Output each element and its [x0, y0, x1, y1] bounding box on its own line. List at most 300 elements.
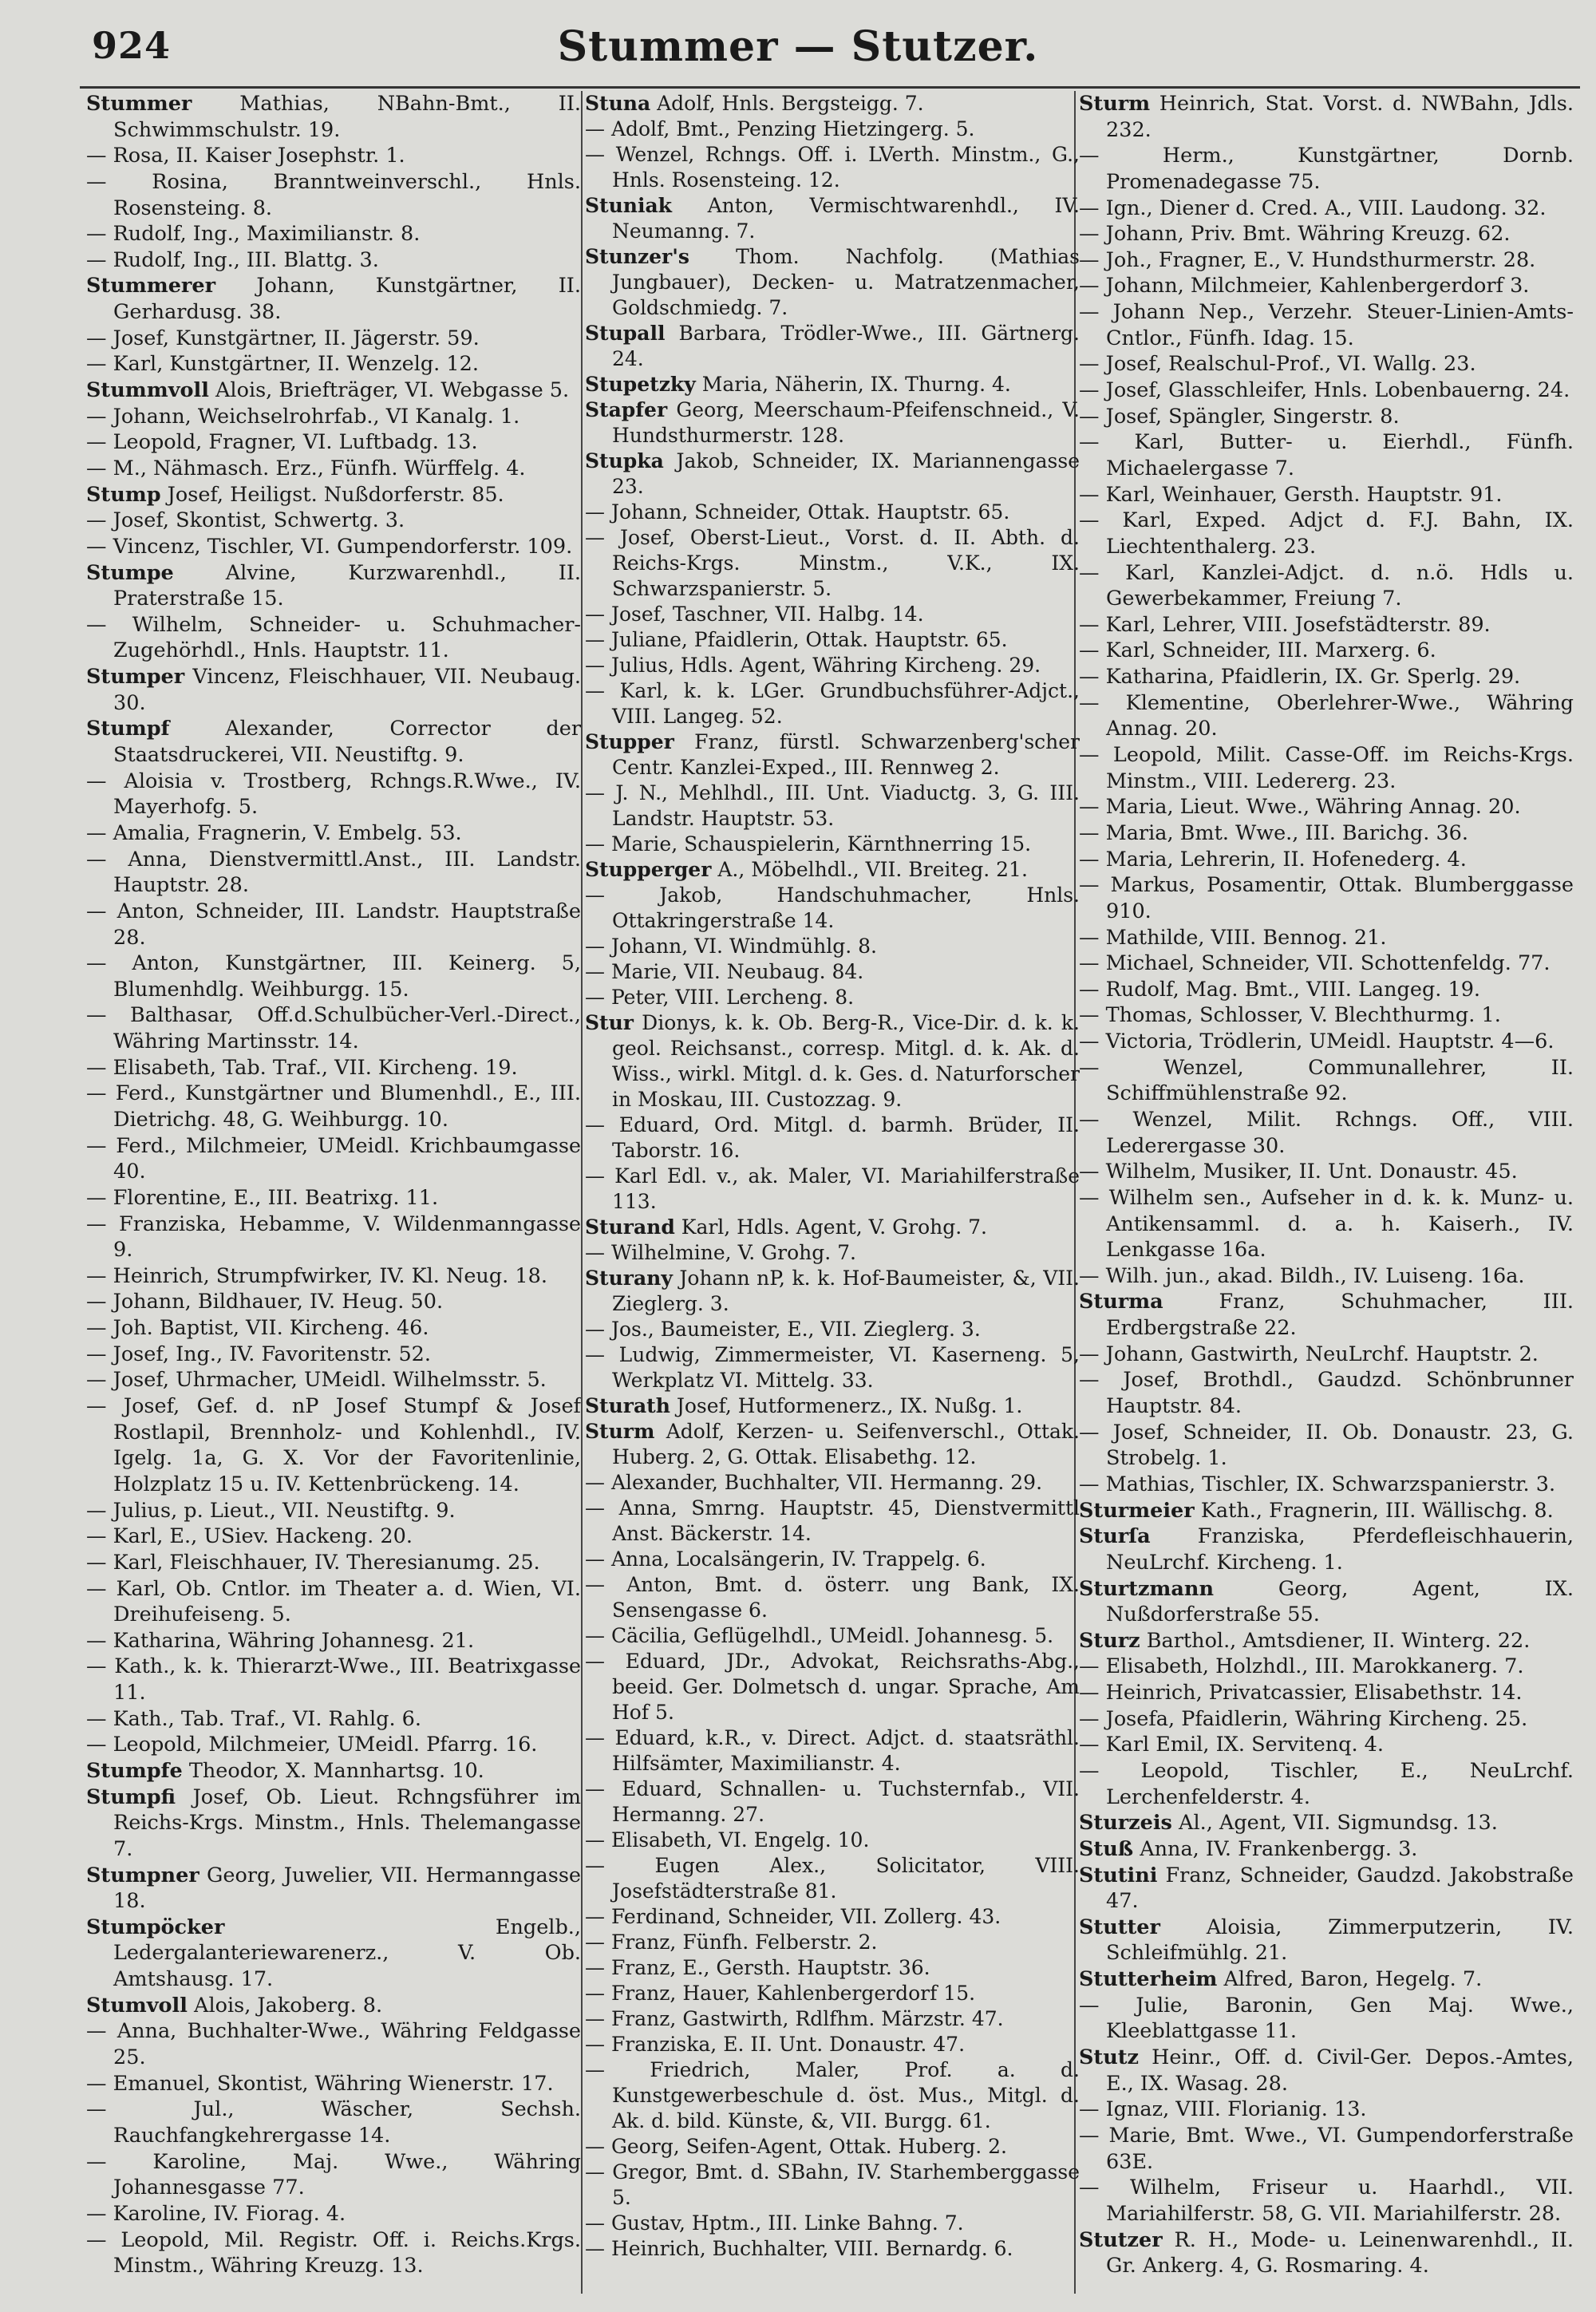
entry-text: Dionys, k. k. Ob. Berg-R., Vice-Dir. d. k. k. geol. Reichsanst., corresp. Mitgl. d. k. Ak. d. Wiss., wirkl. Mitgl. d. k. Ges. d. Naturforscher in Moskau, III. Custozzag. 9. [612, 1011, 1080, 1111]
directory-entry [1079, 690, 1574, 742]
entry-text: Maria, Näherin, IX. Thurng. 4. [701, 373, 1011, 396]
directory-entry [86, 1550, 581, 1576]
entry-text: — Karl Emil, IX. Servitenq. 4. [1079, 1733, 1385, 1757]
entry-surname: Stupall [585, 322, 666, 345]
entry-text: — Johann, Gastwirth, NeuLrchf. Hauptstr. 2. [1079, 1342, 1539, 1366]
directory-entry [585, 1419, 1080, 1470]
directory-entry [1079, 1263, 1574, 1290]
directory-entry [86, 1654, 581, 1705]
entry-text: — Jul., Wäscher, Sechsh. Rauchfangkehrergasse 14. [86, 2097, 581, 2148]
entry-surname: Stutterheim [1079, 1967, 1218, 1992]
entry-text: — Joh., Fragner, E., V. Hundsthurmerstr. 28. [1079, 247, 1536, 272]
entry-text: Al., Agent, VII. Sigmundsg. 13. [1179, 1811, 1498, 1836]
directory-entry [1079, 977, 1574, 1003]
entry-text: Johann, Kunstgärtner, II. Gerhardusg. 38. [113, 274, 581, 325]
directory-entry [86, 1732, 581, 1758]
entry-text: — Ign., Diener d. Cred. A., VIII. Laudong. 32. [1079, 196, 1547, 220]
directory-entry [1079, 872, 1574, 924]
entry-text: — Ferdinand, Schneider, VII. Zollerg. 43. [585, 1905, 1001, 1928]
entry-text: A., Möbelhdl., VII. Breiteg. 21. [717, 858, 1028, 881]
entry-text: — Maria, Bmt. Wwe., III. Barichg. 36. [1079, 820, 1469, 845]
entry-surname: Sturath [585, 1394, 670, 1417]
entry-text: Josef, Ob. Lieut. Rchngsführer im Reichs-Krgs. Minstm., Hnls. Thelemangasse 7. [113, 1784, 581, 1861]
directory-entry [1079, 1628, 1574, 1654]
directory-entry [1079, 1367, 1574, 1419]
entry-text: — Leopold, Tischler, E., NeuLrchf. Lerchenfelderstr. 4. [1079, 1759, 1574, 1809]
entry-surname: Stumpfe [86, 1759, 183, 1783]
entry-surname: Sturmeier [1079, 1498, 1195, 1523]
directory-entry [1079, 1420, 1574, 1472]
directory-entry [86, 1211, 581, 1263]
entry-text: — Klementine, Oberlehrer-Wwe., Währing Annag. 20. [1079, 690, 1574, 741]
entry-text: — Johann, Bildhauer, IV. Heug. 50. [86, 1290, 444, 1314]
directory-entry [585, 985, 1080, 1010]
entry-text: Thom. Nachfolg. (Mathias Jungbauer), Decken- u. Matratzenmacher, Goldschmiedg. 7. [612, 245, 1080, 319]
entry-text: Karl, Hdls. Agent, V. Grohg. 7. [681, 1215, 988, 1239]
directory-entry [86, 1367, 581, 1393]
directory-entry [1079, 1863, 1574, 1915]
entry-text: Franz, fürstl. Schwarzenberg'scher Centr. Kanzlei-Exped., III. Rennweg 2. [612, 730, 1080, 779]
directory-entry [86, 1315, 581, 1342]
entry-text: — Rudolf, Ing., Maximilianstr. 8. [86, 222, 421, 247]
directory-entry [86, 534, 581, 560]
entry-text: Alexander, Corrector der Staatsdruckerei, VII. Neustiftg. 9. [113, 717, 581, 768]
entry-text: — Adolf, Bmt., Penzing Hietzingerg. 5. [585, 117, 975, 140]
directory-entry [585, 1776, 1080, 1828]
column-1 [86, 91, 581, 2302]
entry-text: — Alexander, Buchhalter, VII. Hermanng. 29. [585, 1471, 1043, 1494]
directory-entry [1079, 820, 1574, 847]
directory-entry [86, 1081, 581, 1132]
entry-surname: Sturm [585, 1420, 655, 1443]
directory-entry [1079, 1810, 1574, 1836]
directory-entry [86, 1524, 581, 1550]
directory-entry [86, 1002, 581, 1054]
column-divider [581, 91, 583, 2294]
entry-text: — Wenzel, Communallehrer, II. Schiffmühlenstraße 92. [1079, 1055, 1574, 1106]
directory-entry [1079, 847, 1574, 873]
entry-text: Josef, Hutformenerz., IX. Nußg. 1. [676, 1394, 1023, 1417]
directory-entry [1079, 2123, 1574, 2175]
entry-text: — Wilhelm sen., Aufseher in d. k. k. Munz- u. Antikensamml. d. a. h. Kaiserh., IV. Lenkgasse 16a. [1079, 1185, 1574, 1263]
directory-entry [1079, 664, 1574, 690]
entry-text: — Markus, Posamentir, Ottak. Blumberggasse 910. [1079, 873, 1574, 923]
entry-surname: Stumpfi [86, 1784, 176, 1809]
entry-surname: Stumpner [86, 1863, 200, 1887]
directory-entry [585, 2032, 1080, 2057]
directory-entry [585, 1010, 1080, 1113]
directory-entry [585, 2211, 1080, 2236]
entry-surname: Sturzeis [1079, 1811, 1172, 1836]
directory-entry [1079, 299, 1574, 351]
directory-entry [1079, 196, 1574, 222]
entry-text: — Josef, Gef. d. nP Josef Stumpf & Josef Rostlapil, Brennholz- und Kohlenhdl., IV. Igelg. 1a, G. X. Vor der Favoritenlinie, Holzplatz 15 u. IV. Kettenbrückeng. 14. [86, 1394, 581, 1496]
page-number: 924 [92, 24, 172, 67]
directory-entry [585, 1317, 1080, 1342]
directory-entry [1079, 2097, 1574, 2123]
entry-text: — Josef, Uhrmacher, UMeidl. Wilhelmsstr. 5. [86, 1368, 547, 1393]
entry-text: — Wilhelm, Schneider- u. Schuhmacher-Zugehörhdl., Hnls. Hauptstr. 11. [86, 612, 581, 663]
entry-text: — Peter, VIII. Lercheng. 8. [585, 986, 855, 1009]
directory-entry [86, 612, 581, 664]
entry-surname: Stutzer [1079, 2227, 1163, 2252]
directory-entry [86, 2201, 581, 2227]
page-header [0, 0, 1596, 96]
directory-entry [1079, 1342, 1574, 1368]
entry-text: — Mathias, Tischler, IX. Schwarzspanierstr. 3. [1079, 1472, 1556, 1496]
directory-entry [1079, 273, 1574, 299]
entry-text: — Josef, Skontist, Schwertg. 3. [86, 508, 405, 533]
directory-entry [585, 1725, 1080, 1776]
directory-entry [585, 1955, 1080, 1981]
entry-text: — Rosa, II. Kaiser Josephstr. 1. [86, 144, 405, 168]
entry-text: — Anton, Kunstgärtner, III. Keinerg. 5, Blumenhdlg. Weihburgg. 15. [86, 951, 581, 1002]
entry-text: Franz, Schneider, Gaudzd. Jakobstraße 47. [1106, 1863, 1574, 1914]
directory-entry [1079, 1758, 1574, 1810]
entry-surname: Stuniak [585, 194, 672, 217]
directory-entry [86, 2227, 581, 2279]
directory-entry [1079, 247, 1574, 274]
entry-text: — Joh. Baptist, VII. Kircheng. 46. [86, 1316, 429, 1341]
directory-entry [86, 1133, 581, 1185]
entry-text: — Karl, Kunstgärtner, II. Wenzelg. 12. [86, 352, 479, 377]
entry-text: Alois, Jakoberg. 8. [194, 1993, 383, 2018]
entry-text: — Karoline, IV. Fiorag. 4. [86, 2201, 346, 2226]
entry-text: Josef, Heiligst. Nußdorferstr. 85. [167, 482, 504, 507]
entry-text: — Josef, Kunstgärtner, II. Jägerstr. 59. [86, 326, 480, 350]
entry-text: Barthol., Amtsdiener, II. Winterg. 22. [1146, 1628, 1531, 1653]
entry-text: — Franziska, E. II. Unt. Donaustr. 47. [585, 2033, 966, 2056]
entry-text: — Johann, Priv. Bmt. Währing Kreuzg. 62. [1079, 222, 1511, 247]
entry-text: — Franziska, Hebamme, V. Wildenmanngasse 9. [86, 1211, 581, 1263]
directory-entry [1079, 1993, 1574, 2045]
directory-entry [1079, 1498, 1574, 1524]
entry-text: — Elisabeth, Tab. Traf., VII. Kircheng. 19. [86, 1055, 518, 1080]
directory-entry [1079, 950, 1574, 977]
entry-text: — Heinrich, Privatcassier, Elisabethstr. 14. [1079, 1681, 1523, 1705]
entry-text: — Josef, Realschul-Prof., VI. Wallg. 23. [1079, 352, 1476, 377]
directory-entry [1079, 1159, 1574, 1185]
entry-text: — Franz, Hauer, Kahlenbergerdorf 15. [585, 1982, 976, 2005]
entry-text: — Karl, Lehrer, VIII. Josefstädterstr. 89. [1079, 612, 1491, 637]
directory-entry [86, 351, 581, 377]
directory-entry [86, 664, 581, 716]
directory-entry [585, 91, 1080, 117]
entry-text: — Thomas, Schlosser, V. Blechthurmg. 1. [1079, 1003, 1501, 1028]
entry-text: — Wilhelmine, V. Grohg. 7. [585, 1241, 856, 1264]
entry-text: — Gustav, Hptm., III. Linke Bahng. 7. [585, 2211, 964, 2235]
directory-entry [86, 1576, 581, 1628]
entry-text: Vincenz, Fleischhauer, VII. Neubaug. 30. [113, 665, 581, 715]
directory-entry [86, 820, 581, 847]
directory-entry [585, 1828, 1080, 1853]
entry-text: Adolf, Hnls. Bergsteigg. 7. [657, 92, 924, 115]
directory-entry [585, 1215, 1080, 1240]
entry-text: Adolf, Kerzen- u. Seifenverschl., Ottak. Huberg. 2, G. Ottak. Elisabethg. 12. [612, 1420, 1080, 1468]
entry-text: Aloisia, Zimmerputzerin, IV. Schleifmühlg. 21. [1106, 1915, 1574, 1966]
entry-text: — Rudolf, Mag. Bmt., VIII. Langeg. 19. [1079, 977, 1481, 1002]
directory-entry [585, 193, 1080, 244]
directory-entry [86, 899, 581, 950]
directory-entry [1079, 1706, 1574, 1733]
entry-text: Johann nP, k. k. Hof-Baumeister, &, VII. Zieglerg. 3. [612, 1267, 1080, 1315]
entry-text: Heinr., Off. d. Civil-Ger. Depos.-Amtes, E., IX. Wasag. 28. [1106, 2045, 1574, 2096]
directory-entry [585, 857, 1080, 883]
entry-text: — Friedrich, Maler, Prof. a. d. Kunstgewerbeschule d. öst. Mus., Mitgl. d. Ak. d. bild. Künste, &, VII. Burgg. 61. [585, 2058, 1080, 2132]
directory-entry [585, 117, 1080, 142]
entry-surname: Sturſa [1079, 1524, 1151, 1549]
entry-surname: Stutz [1079, 2045, 1139, 2070]
entry-text: — Heinrich, Strumpfwirker, IV. Kl. Neug. 18. [86, 1263, 547, 1288]
entry-text: Georg, Juwelier, VII. Hermanngasse 18. [113, 1863, 581, 1914]
directory-entry [1079, 1576, 1574, 1628]
entry-text: — Mathilde, VIII. Bennog. 21. [1079, 925, 1387, 950]
entry-text: — Amalia, Fragnerin, V. Embelg. 53. [86, 820, 462, 845]
entry-text: Mathias, NBahn-Bmt., II. Schwimmschulstr. 19. [113, 92, 581, 142]
entry-surname: Sturz [1079, 1628, 1140, 1653]
entry-surname: Sturany [585, 1267, 673, 1290]
directory-entry [585, 781, 1080, 832]
running-title: Stummer — Stutzer. [557, 22, 1039, 71]
directory-entry [585, 1572, 1080, 1623]
directory-entry [86, 429, 581, 456]
directory-entry [585, 1342, 1080, 1393]
directory-entry [86, 1863, 581, 1915]
entry-text: — Karl, k. k. LGer. Grundbuchsführer-Adjct., VIII. Langeg. 52. [585, 679, 1080, 728]
header-rule [80, 86, 1580, 89]
directory-entry [1079, 742, 1574, 794]
entry-text: — Katharina, Währing Johannesg. 21. [86, 1628, 475, 1653]
entry-surname: Stumvoll [86, 1993, 188, 2018]
directory-entry [1079, 2227, 1574, 2279]
directory-entry [86, 1498, 581, 1524]
directory-entry [1079, 1002, 1574, 1029]
entry-text: Alvine, Kurzwarenhdl., II. Praterstraße 15. [113, 560, 581, 611]
directory-entry [86, 1706, 581, 1733]
entry-surname: Stutini [1079, 1863, 1158, 1887]
directory-entry [585, 1981, 1080, 2006]
entry-text: Alois, Briefträger, VI. Webgasse 5. [215, 378, 570, 403]
directory-entry [1079, 351, 1574, 377]
directory-entry [585, 627, 1080, 653]
directory-entry [86, 1993, 581, 2019]
entry-text: — Marie, VII. Neubaug. 84. [585, 960, 864, 983]
directory-entry [86, 221, 581, 247]
entry-text: — Katharina, Pfaidlerin, IX. Gr. Sperlg. 29. [1079, 665, 1521, 690]
directory-entry [585, 2006, 1080, 2032]
directory-entry [86, 482, 581, 508]
entry-text: — Anna, Dienstvermittl.Anst., III. Landstr. Hauptstr. 28. [86, 847, 581, 898]
entry-surname: Stapfer [585, 398, 668, 421]
directory-entry [585, 1240, 1080, 1266]
directory-entry [1079, 1966, 1574, 1993]
entry-text: — Elisabeth, Holzhdl., III. Marokkanerg. 7. [1079, 1654, 1524, 1679]
directory-entry [86, 247, 581, 274]
directory-entry [585, 1547, 1080, 1572]
entry-text: — Franz, Fünfh. Felberstr. 2. [585, 1931, 878, 1954]
entry-text: Kath., Fragnerin, III. Wällischg. 8. [1200, 1498, 1554, 1523]
entry-text: — Leopold, Mil. Registr. Off. i. Reichs.Krgs. Minstm., Währing Kreuzg. 13. [86, 2227, 581, 2278]
entry-text: — Eduard, Schnallen- u. Tuchsternfab., VII. Hermanng. 27. [585, 1777, 1080, 1826]
directory-entry [1079, 1524, 1574, 1575]
directory-entry [585, 1904, 1080, 1930]
entry-text: — Johann, VI. Windmühlg. 8. [585, 935, 877, 958]
entry-text: — Julius, Hdls. Agent, Währing Kircheng. 29. [585, 654, 1041, 677]
entry-text: — Anna, Buchhalter-Wwe., Währing Feldgasse 25. [86, 2019, 581, 2070]
entry-text: — Eduard, Ord. Mitgl. d. barmh. Brüder, II. Taborstr. 16. [585, 1113, 1080, 1162]
entry-text: — Elisabeth, VI. Engelg. 10. [585, 1828, 870, 1852]
directory-entry [86, 1342, 581, 1368]
directory-entry [86, 1263, 581, 1290]
directory-entry [86, 404, 581, 430]
entry-text: — Jos., Baumeister, E., VII. Zieglerg. 3. [585, 1318, 981, 1341]
entry-text: Franziska, Pferdefleischhauerin, NeuLrchf. Kircheng. 1. [1106, 1524, 1574, 1575]
entry-text: — Juliane, Pfaidlerin, Ottak. Hauptstr. 65. [585, 628, 1008, 651]
entry-surname: Stupka [585, 449, 664, 472]
entry-text: — Josef, Spängler, Singerstr. 8. [1079, 404, 1400, 429]
entry-text: — Cäcilia, Geflügelhdl., UMeidl. Johannesg. 5. [585, 1624, 1054, 1647]
directory-entry [585, 1113, 1080, 1164]
directory-entry [86, 377, 581, 404]
entry-text: — Ferd., Kunstgärtner und Blumenhdl., E., III. Dietrichg. 48, G. Weihburgg. 10. [86, 1081, 581, 1132]
entry-surname: Stummerer [86, 274, 216, 298]
entry-text: — Eugen Alex., Solicitator, VIII. Josefstädterstraße 81. [585, 1854, 1080, 1903]
entry-surname: Stutter [1079, 1915, 1160, 1939]
directory-entry [86, 2149, 581, 2201]
directory-entry [1079, 1732, 1574, 1758]
entry-text: — Heinrich, Buchhalter, VIII. Bernardg. 6. [585, 2237, 1013, 2260]
entry-text: — Anton, Schneider, III. Landstr. Hauptstraße 28. [86, 899, 581, 950]
entry-text: — Karl, Ob. Cntlor. im Theater a. d. Wien, VI. Dreihufeiseng. 5. [86, 1576, 581, 1627]
directory-entry [585, 2057, 1080, 2134]
directory-entry [1079, 377, 1574, 404]
directory-entry [86, 1289, 581, 1315]
entry-text: — Jakob, Handschuhmacher, Hnls. Ottakringerstraße 14. [585, 883, 1080, 932]
entry-text: — Eduard, JDr., Advokat, Reichsraths-Abg., beeid. Ger. Dolmetsch d. ungar. Sprache, Am Hof 5. [585, 1650, 1080, 1724]
directory-entry [86, 950, 581, 1002]
entry-text: — Ludwig, Zimmermeister, VI. Kaserneng. 5, Werkplatz VI. Mittelg. 33. [585, 1343, 1080, 1392]
directory-entry [585, 1164, 1080, 1215]
entry-text: — Rosina, Branntweinverschl., Hnls. Rosensteing. 8. [86, 169, 581, 220]
directory-entry [1079, 429, 1574, 481]
entry-text: Heinrich, Stat. Vorst. d. NWBahn, Jdls. 232. [1106, 92, 1574, 142]
entry-text: — Johann, Milchmeier, Kahlenbergerdorf 3. [1079, 274, 1530, 298]
entry-text: — Ferd., Milchmeier, UMeidl. Krichbaumgasse 40. [86, 1133, 581, 1184]
entry-text: Anton, Vermischtwarenhdl., IV. Neumanng. 7. [612, 194, 1080, 243]
directory-entry [585, 142, 1080, 193]
directory-entry [86, 1915, 581, 1993]
directory-entry [86, 1185, 581, 1211]
entry-text: — Karl, E., USiev. Hackeng. 20. [86, 1524, 413, 1549]
directory-entry [1079, 560, 1574, 612]
directory-entry [1079, 508, 1574, 559]
directory-entry [1079, 612, 1574, 638]
directory-entry [86, 560, 581, 612]
directory-entry [585, 602, 1080, 627]
directory-entry [1079, 1836, 1574, 1863]
entry-text: — M., Nähmasch. Erz., Fünfh. Würffelg. 4. [86, 456, 526, 480]
directory-entry [86, 143, 581, 169]
directory-entry [585, 244, 1080, 321]
directory-entry [1079, 143, 1574, 195]
directory-entry [86, 508, 581, 534]
directory-entry [585, 678, 1080, 729]
entry-text: — Vincenz, Tischler, VI. Gumpendorferstr. 109. [86, 534, 573, 559]
entry-text: — Gregor, Bmt. d. SBahn, IV. Starhemberggasse 5. [585, 2160, 1080, 2209]
entry-surname: Stummer [86, 92, 192, 116]
entry-surname: Stuna [585, 92, 651, 115]
directory-entry [86, 2097, 581, 2148]
entry-surname: Stumpe [86, 560, 174, 585]
entry-text: — Wilh. jun., akad. Bildh., IV. Luiseng. 16a. [1079, 1263, 1525, 1288]
entry-text: — Karl, Schneider, III. Marxerg. 6. [1079, 638, 1436, 663]
directory-entry [585, 2236, 1080, 2262]
directory-entry [86, 769, 581, 820]
entry-text: — Leopold, Milchmeier, UMeidl. Pfarrg. 16. [86, 1733, 538, 1757]
entry-text: — Karl, Butter- u. Eierhdl., Fünfh. Michaelergasse 7. [1079, 430, 1574, 480]
directory-entry [1079, 1680, 1574, 1706]
directory-entry [86, 1628, 581, 1654]
directory-entry [1079, 794, 1574, 820]
directory-entry [1079, 1289, 1574, 1341]
entry-text: — Victoria, Trödlerin, UMeidl. Hauptstr. 4—6. [1079, 1030, 1555, 1054]
entry-surname: Sturma [1079, 1290, 1163, 1314]
entry-text: Jakob, Schneider, IX. Mariannengasse 23. [612, 449, 1080, 498]
directory-entry [1079, 1055, 1574, 1107]
entry-text: — Julie, Baronin, Gen Maj. Wwe., Kleeblattgasse 11. [1079, 1993, 1574, 2044]
entry-text: — Florentine, E., III. Beatrixg. 11. [86, 1185, 439, 1210]
entry-surname: Sturm [1079, 92, 1151, 116]
entry-surname: Stumpf [86, 717, 170, 741]
entry-surname: Stupper [585, 730, 674, 753]
entry-surname: Stur [585, 1011, 634, 1034]
entry-surname: Stumper [86, 665, 185, 690]
entry-text: — Johann, Schneider, Ottak. Hauptstr. 65. [585, 500, 1010, 524]
directory-entry [585, 1393, 1080, 1419]
entry-text: — J. N., Mehlhdl., III. Unt. Viaductg. 3, G. III. Landstr. Hauptstr. 53. [585, 781, 1080, 830]
entry-text: — Julius, p. Lieut., VII. Neustiftg. 9. [86, 1498, 456, 1523]
entry-text: — Josef, Glasschleifer, Hnls. Lobenbauerng. 24. [1079, 378, 1570, 403]
directory-entry [86, 456, 581, 482]
entry-text: Georg, Meerschaum-Pfeifenschneid., V. Hundsthurmerstr. 128. [612, 398, 1080, 447]
entry-text: Franz, Schuhmacher, III. Erdbergstraße 22. [1106, 1290, 1574, 1341]
directory-entry [585, 1649, 1080, 1725]
directory-entry [585, 959, 1080, 985]
column-2 [585, 91, 1080, 2302]
directory-entry [1079, 1915, 1574, 1966]
directory-entry [585, 729, 1080, 781]
entry-text: — Johann, Weichselrohrfab., VI Kanalg. 1. [86, 404, 520, 429]
directory-entry [585, 397, 1080, 449]
directory-entry [1079, 482, 1574, 508]
entry-text: Theodor, X. Mannhartsg. 10. [188, 1759, 484, 1783]
directory-entry [585, 372, 1080, 397]
entry-text: — Balthasar, Off.d.Schulbücher-Verl.-Direct., Währing Martinsstr. 14. [86, 1003, 581, 1054]
entry-text: Alfred, Baron, Hegelg. 7. [1223, 1967, 1483, 1992]
directory-entry [86, 273, 581, 325]
entry-text: — Anna, Smrng. Hauptstr. 45, Dienstvermittl Anst. Bäckerstr. 14. [585, 1496, 1080, 1545]
directory-entry [585, 525, 1080, 602]
entry-surname: Stuß [1079, 1836, 1134, 1861]
entry-text: — Karl, Exped. Adjct d. F.J. Bahn, IX. Liechtenthalerg. 23. [1079, 508, 1574, 559]
directory-entry [1079, 925, 1574, 951]
directory-entry [585, 883, 1080, 934]
directory-entry [1079, 1472, 1574, 1498]
entry-text: Engelb., Ledergalanteriewarenerz., V. Ob. Amtshausg. 17. [113, 1915, 581, 1992]
directory-entry [86, 1784, 581, 1863]
directory-entry [86, 847, 581, 899]
column-3 [1079, 91, 1574, 2302]
